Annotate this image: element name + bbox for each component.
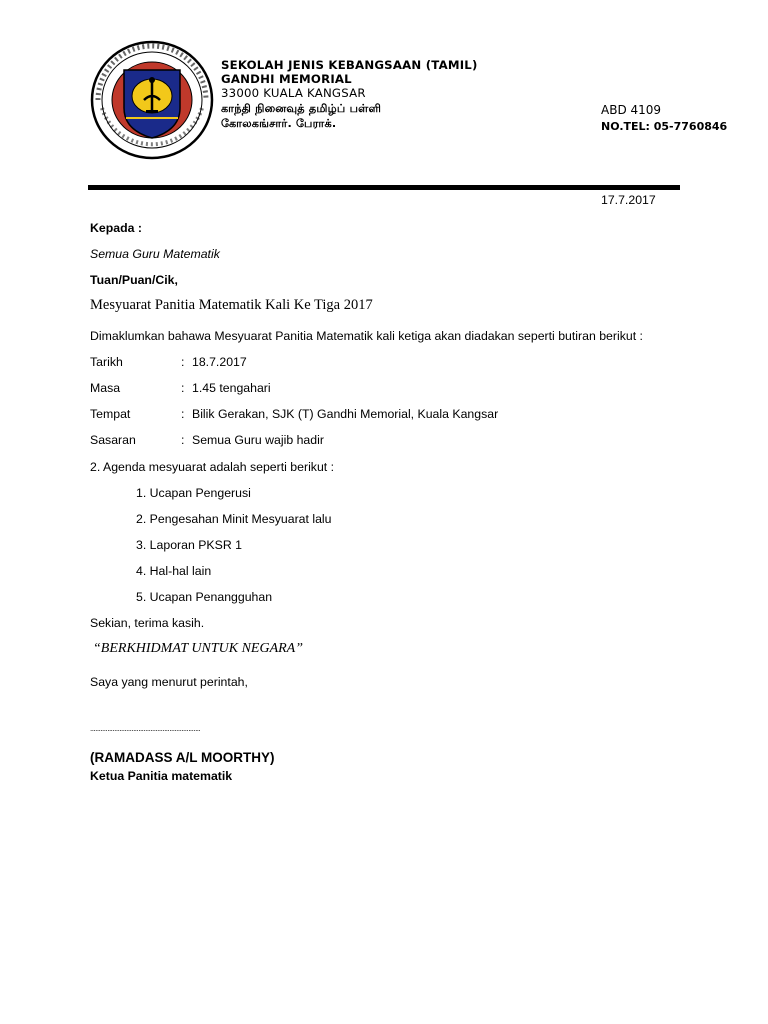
agenda-item: 1. Ucapan Pengerusi <box>136 486 251 500</box>
agenda-item: 3. Laporan PKSR 1 <box>136 538 242 552</box>
detail-value-target: Semua Guru wajib hadir <box>192 433 324 447</box>
salutation: Tuan/Puan/Cik, <box>90 273 178 287</box>
agenda-intro: 2. Agenda mesyuarat adalah seperti berikut : <box>90 460 335 474</box>
detail-colon: : <box>181 407 185 421</box>
school-code: ABD 4109 <box>601 103 662 117</box>
school-address: 33000 KUALA KANGSAR <box>221 86 366 100</box>
school-tamil-address: கோலகங்சார். பேராக். <box>221 117 337 130</box>
closing: Sekian, terima kasih. <box>90 616 205 630</box>
school-tamil-name: காந்தி நினைவுத் தமிழ்ப் பள்ளி <box>221 102 382 115</box>
school-name-line2: GANDHI MEMORIAL <box>221 72 352 86</box>
detail-value-date: 18.7.2017 <box>192 355 247 369</box>
agenda-item: 4. Hal-hal lain <box>136 564 212 578</box>
detail-label-target: Sasaran <box>90 433 136 447</box>
letter-date: 17.7.2017 <box>601 193 656 207</box>
detail-label-time: Masa <box>90 381 121 395</box>
signature-line: ................................................................ <box>90 724 201 733</box>
signatory-name: (RAMADASS A/L MOORTHY) <box>90 750 275 765</box>
detail-colon: : <box>181 355 185 369</box>
agenda-item: 2. Pengesahan Minit Mesyuarat lalu <box>136 512 332 526</box>
detail-label-date: Tarikh <box>90 355 123 369</box>
school-tel: NO.TEL: 05-7760846 <box>601 120 728 133</box>
detail-label-venue: Tempat <box>90 407 131 421</box>
detail-colon: : <box>181 433 185 447</box>
school-crest-icon <box>86 38 218 162</box>
recipient: Semua Guru Matematik <box>90 247 220 261</box>
to-label: Kepada : <box>90 221 142 235</box>
signatory-position: Ketua Panitia matematik <box>90 769 233 783</box>
detail-value-venue: Bilik Gerakan, SJK (T) Gandhi Memorial, Kuala Kangsar <box>192 407 499 421</box>
yours-faithfully: Saya yang menurut perintah, <box>90 675 248 689</box>
agenda-item: 5. Ucapan Penangguhan <box>136 590 273 604</box>
school-name-line1: SEKOLAH JENIS KEBANGSAAN (TAMIL) <box>221 58 478 72</box>
header-divider <box>88 185 680 190</box>
motto: “BERKHIDMAT UNTUK NEGARA” <box>93 641 304 656</box>
detail-value-time: 1.45 tengahari <box>192 381 271 395</box>
intro-paragraph: Dimaklumkan bahawa Mesyuarat Panitia Matematik kali ketiga akan diadakan seperti butiran berikut : <box>90 329 643 343</box>
letter-subject: Mesyuarat Panitia Matematik Kali Ke Tiga 2017 <box>90 297 373 313</box>
detail-colon: : <box>181 381 185 395</box>
